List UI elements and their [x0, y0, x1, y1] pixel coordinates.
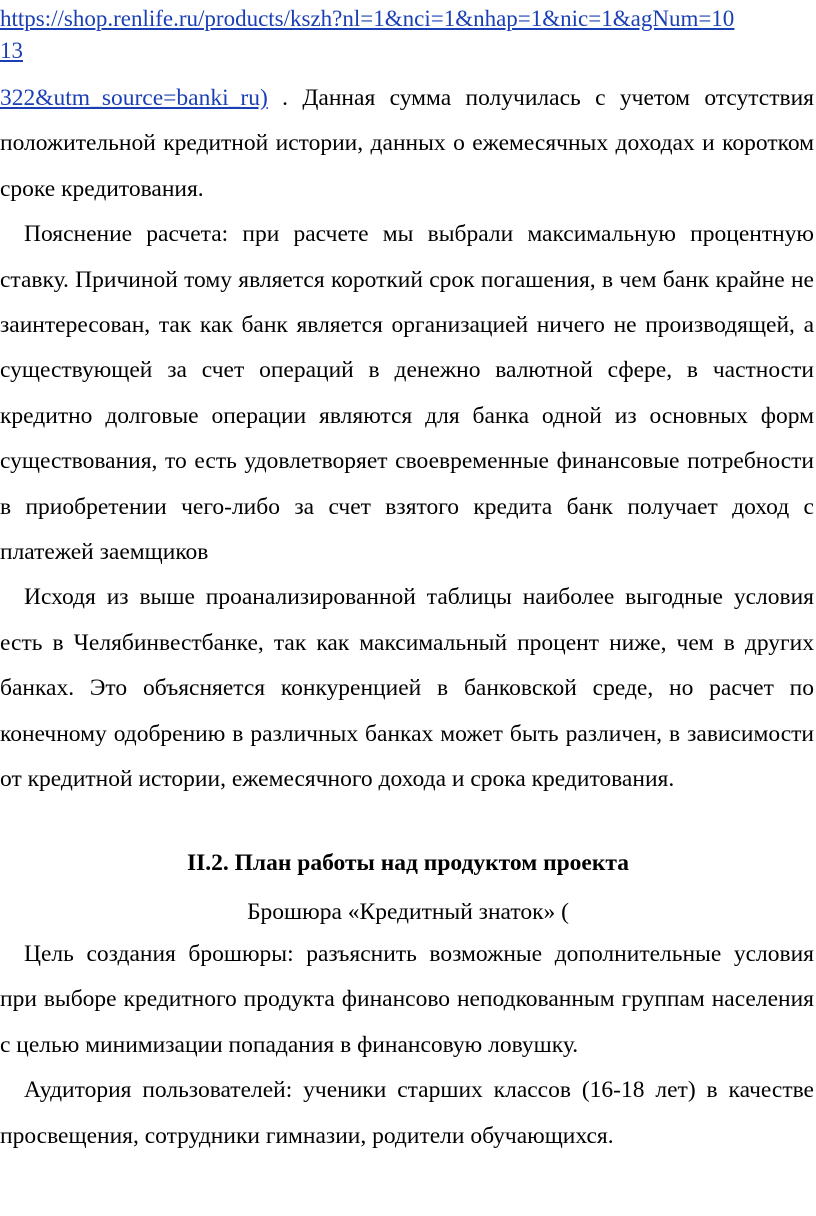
paragraph-sum-text: . Данная сумма получилась с учетом отсутствия положительной кредитной истории, данных о ежемесячных доходах и коротком сроке кредитования. — [0, 85, 814, 202]
source-url-link-2[interactable]: 13 — [0, 38, 23, 63]
paragraph-audience: Аудитория пользователей: ученики старших классов (16-18 лет) в качестве просвещения, сотрудники гимназии, родители обучающихся. — [0, 1077, 814, 1149]
source-url-line-1[interactable] — [0, 4, 816, 34]
source-url-link-1[interactable]: https://shop.renlife.ru/products/kszh?nl=1&nci=1&nhap=1&nic=1&agNum=10 — [0, 6, 735, 31]
paragraph-brochure-goal: Цель создания брошюры: разъяснить возможные дополнительные условия при выборе кредитного продукта финансово неподкованным группам населения с целью минимизации попадания в финансовую ловушку. — [0, 941, 814, 1058]
paragraph-calculation-explanation: Пояснение расчета: при расчете мы выбрали максимальную процентную ставку. Причиной тому является короткий срок погашения, в чем банк крайне не заинтересован, так как банк является организацией ничего не производящей, а существующей за счет операций в денежно валютной сфере, в частности кредитно долговые операции являются для банка одной из основных форм существования, то есть удовлетворяет своевременные финансовые потребности в приобретении чего-либо за счет взятого кредита банк получает доход с платежей заемщиков — [0, 221, 814, 566]
body-text-bottom — [0, 932, 814, 1159]
brochure-title: Брошюра «Кредитный знаток» ( — [247, 899, 569, 925]
section-heading: II.2. План работы над продуктом проекта — [186, 850, 629, 876]
paragraph-best-conditions: Исходя из выше проанализированной таблицы наиболее выгодные условия есть в Челябинвестбанке, так как максимальный процент ниже, чем в других банках. Это объясняется конкуренцией в банковской среде, но расчет по конечному одобрению в различных банках может быть различен, в зависимости от кредитной истории, ежемесячного дохода и срока кредитования. — [0, 584, 814, 793]
paragraph-sum-explanation — [0, 76, 814, 212]
source-url-line-2[interactable] — [0, 36, 816, 66]
body-text-top — [0, 76, 814, 803]
source-url-link-3[interactable]: 322&utm_source=banki_ru) — [0, 85, 268, 111]
